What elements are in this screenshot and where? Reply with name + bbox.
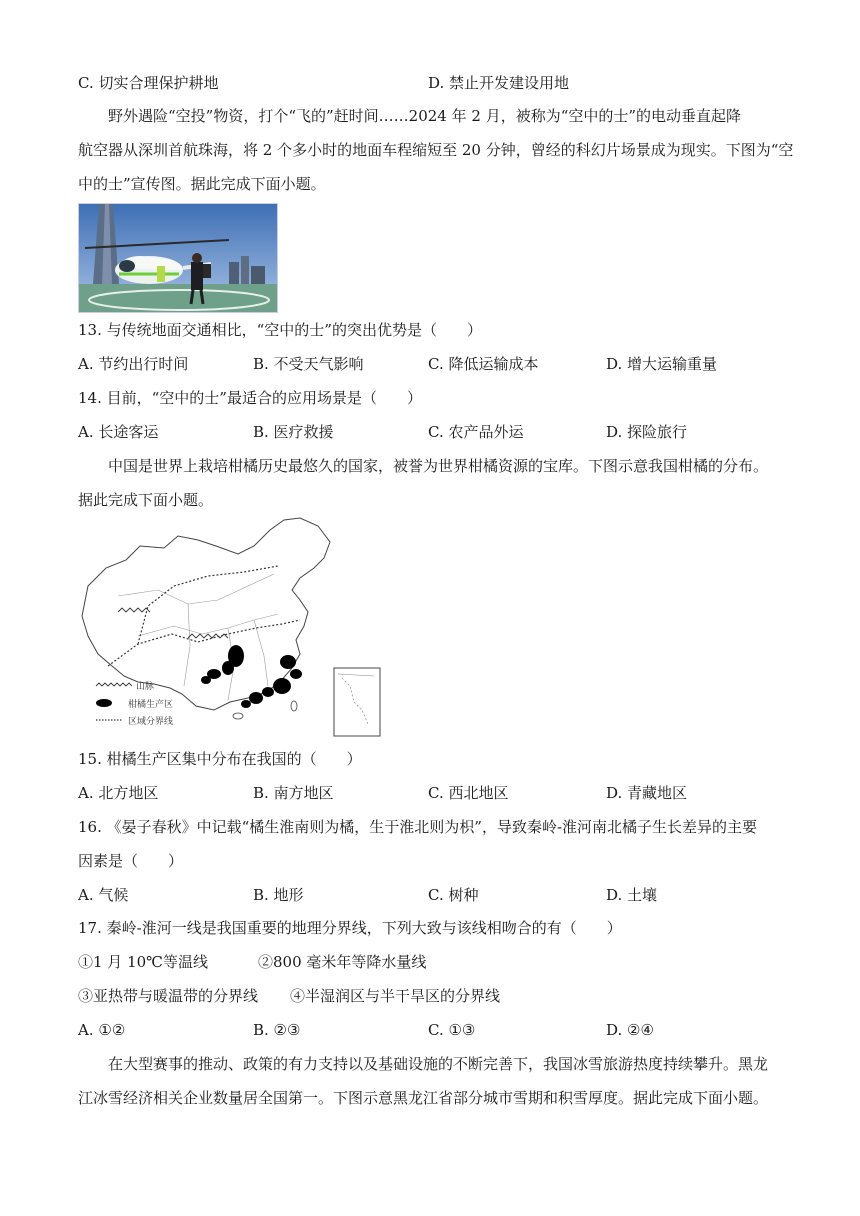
passage2-line1: 中国是世界上栽培柑橘历史最悠久的国家，被誉为世界柑橘资源的宝库。下图示意我国柑橘的分布。	[108, 457, 769, 475]
passage1-line1: 野外遇险“空投”物资，打个“飞的”赶时间……2024 年 2 月，被称为“空中的士”的电动垂直起降	[108, 107, 742, 125]
q16-stem-line2: 因素是（ ）	[78, 852, 184, 870]
q16-option-a[interactable]: A. 气候	[78, 886, 129, 904]
passage2-line2: 据此完成下面小题。	[78, 491, 214, 509]
air-taxi-photo	[78, 203, 278, 313]
q14-option-d[interactable]: D. 探险旅行	[606, 423, 688, 441]
q15-option-c[interactable]: C. 西北地区	[428, 784, 509, 802]
passage1-line3: 中的士”宣传图。据此完成下面小题。	[78, 175, 326, 193]
passage3-line2: 江冰雪经济相关企业数量居全国第一。下图示意黑龙江省部分城市雪期和积雪厚度。据此完成下面小题。	[78, 1089, 769, 1107]
q13-option-b[interactable]: B. 不受天气影响	[253, 355, 364, 373]
q16-stem-line1: 16. 《晏子春秋》中记载“橘生淮南则为橘，生于淮北则为枳”，导致秦岭-淮河南北橘子生长差异的主要	[78, 818, 758, 836]
legend-citrus: 柑橘生产区	[128, 700, 174, 710]
passage1-line2: 航空器从深圳首航珠海，将 2 个多小时的地面车程缩短至 20 分钟，曾经的科幻片场景成为现实。下图为“空	[78, 141, 794, 159]
q15-stem: 15. 柑橘生产区集中分布在我国的（ ）	[78, 750, 362, 768]
option-c-prev: C. 切实合理保护耕地	[78, 74, 219, 92]
q17-statement-3: ③亚热带与暖温带的分界线	[78, 987, 259, 1005]
q13-option-d[interactable]: D. 增大运输重量	[606, 355, 718, 373]
q13-option-a[interactable]: A. 节约出行时间	[78, 355, 189, 373]
q17-statement-1: ①1 月 10℃等温线	[78, 953, 208, 971]
passage3-line1: 在大型赛事的推动、政策的有力支持以及基础设施的不断完善下，我国冰雪旅游热度持续攀升。黑龙	[108, 1055, 769, 1073]
q16-option-d[interactable]: D. 土壤	[606, 886, 658, 904]
legend-boundary: 区域分界线	[128, 717, 174, 727]
option-d-prev: D. 禁止开发建设用地	[428, 74, 570, 92]
q13-stem: 13. 与传统地面交通相比，“空中的士”的突出优势是（ ）	[78, 321, 482, 339]
q17-option-a[interactable]: A. ①②	[78, 1021, 126, 1039]
q15-option-b[interactable]: B. 南方地区	[253, 784, 334, 802]
q17-option-b[interactable]: B. ②③	[253, 1021, 301, 1039]
q17-option-c[interactable]: C. ①③	[428, 1021, 476, 1039]
q14-option-b[interactable]: B. 医疗救援	[253, 423, 334, 441]
q13-option-c[interactable]: C. 降低运输成本	[428, 355, 539, 373]
legend-mountain: 山脉	[136, 682, 155, 692]
q17-option-d[interactable]: D. ②④	[606, 1021, 654, 1039]
q17-statement-2: ②800 毫米年等降水量线	[258, 953, 427, 971]
q14-stem: 14. 目前，“空中的士”最适合的应用场景是（ ）	[78, 389, 422, 407]
q15-option-d[interactable]: D. 青藏地区	[606, 784, 688, 802]
q17-stem: 17. 秦岭-淮河一线是我国重要的地理分界线，下列大致与该线相吻合的有（ ）	[78, 919, 622, 937]
q16-option-c[interactable]: C. 树种	[428, 886, 479, 904]
q14-option-a[interactable]: A. 长途客运	[78, 423, 159, 441]
citrus-distribution-map	[78, 516, 384, 740]
q15-option-a[interactable]: A. 北方地区	[78, 784, 159, 802]
q14-option-c[interactable]: C. 农产品外运	[428, 423, 524, 441]
q17-statement-4: ④半湿润区与半干旱区的分界线	[290, 987, 501, 1005]
q16-option-b[interactable]: B. 地形	[253, 886, 304, 904]
